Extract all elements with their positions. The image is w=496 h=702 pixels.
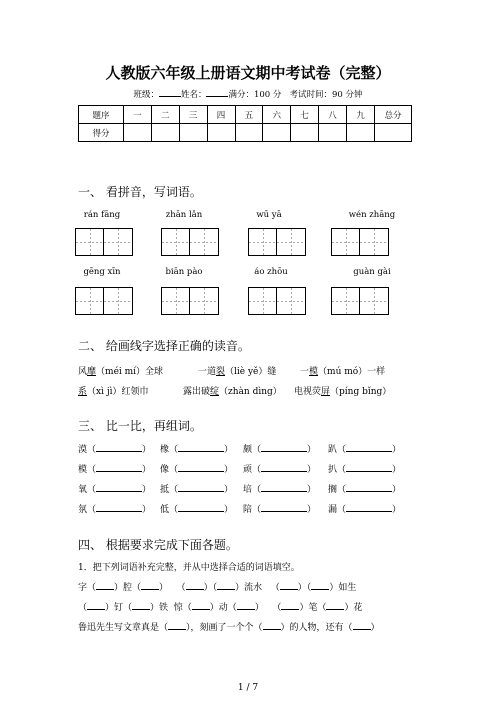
answer-blank[interactable] [141,580,159,590]
answer-blank[interactable] [311,580,329,590]
word-item: 颇（ ） [243,442,316,455]
writing-grid[interactable] [75,287,133,315]
word-item: 陪（ ） [243,502,316,515]
word-item: 漏（ ） [328,502,401,515]
score-cell[interactable] [319,124,347,142]
word-blank[interactable] [96,442,142,452]
score-header-cell: 四 [207,106,235,124]
score-header-cell: 九 [347,106,375,124]
pinyin-label: gēng xīn [83,267,121,277]
writing-grid[interactable] [248,228,306,256]
pinyin-label: biān pào [165,267,203,277]
score-header-cell: 总分 [375,106,412,124]
time-label: 考试时间：90 分钟 [289,90,363,100]
word-item: 氛（ ） [78,502,151,515]
word-char: 搁 [328,485,338,495]
word-char: 模 [78,465,88,475]
score-header-cell: 八 [319,106,347,124]
pinyin-label: rán fāng [83,210,121,220]
word-blank[interactable] [261,502,307,512]
section3-heading: 三、 比一比，再组词。 [78,419,202,433]
writing-grid[interactable] [331,287,389,315]
exam-info [0,88,496,100]
score-cell[interactable] [291,124,319,142]
writing-grid[interactable] [161,287,219,315]
word-item: 培（ ） [243,482,316,495]
answer-blank[interactable] [96,580,114,590]
answer-blank[interactable] [87,600,105,610]
word-blank[interactable] [178,502,224,512]
page-title: 人教版六年级上册语文期中考试卷（完整） [105,64,391,82]
word-item: 顽（ ） [243,462,316,475]
word-blank[interactable] [261,442,307,452]
word-char: 顽 [243,465,253,475]
answer-blank[interactable] [326,600,344,610]
idiom-line-2: （ ）钉（ ）铁 惊（ ）动（ ） （ ）笔（ ）花 [78,600,362,613]
underlined-char: 靡 [87,367,97,377]
word-item: 抵（ ） [160,482,233,495]
word-char: 橡 [160,445,170,455]
underlined-char: 裂 [216,367,226,377]
word-blank[interactable] [96,482,142,492]
word-char: 陪 [243,505,253,515]
idiom-line-1: 字（ ）腔（ ） （ ）（ ）流水 （ ）（ ）如生 [78,580,356,593]
section4-heading: 四、 根据要求完成下面各题。 [78,538,238,552]
score-cell[interactable] [375,124,412,142]
score-table [78,105,412,142]
class-blank[interactable] [159,88,181,97]
word-char: 漠 [78,445,88,455]
score-header-cell: 六 [263,106,291,124]
word-item: 扒（ ） [328,462,401,475]
score-header-cell: 一 [124,106,152,124]
class-label: 班级： [133,90,159,100]
word-item: 氧（ ） [78,482,151,495]
answer-blank[interactable] [237,600,255,610]
pinyin-label: zhān lǎn [165,210,203,220]
word-char: 像 [160,465,170,475]
question-1: 1．把下列词语补充完整，并从中选择合适的词语填空。 [78,563,300,573]
name-label: 姓名： [180,90,207,100]
underlined-char: 绽 [210,387,220,397]
word-item: 橡（ ） [160,442,233,455]
word-item: 搁（ ） [328,482,401,495]
score-label: 满分：100 分 [228,90,282,100]
word-blank[interactable] [178,442,224,452]
word-char: 低 [160,505,170,515]
word-blank[interactable] [261,482,307,492]
word-item: 像（ ） [160,462,233,475]
writing-grid[interactable] [248,287,306,315]
writing-grid[interactable] [75,228,133,256]
score-cell[interactable] [179,124,207,142]
word-blank[interactable] [178,482,224,492]
underlined-char: 屏 [321,387,331,397]
word-char: 抵 [160,485,170,495]
answer-blank[interactable] [168,620,186,630]
answer-blank[interactable] [186,580,204,590]
answer-blank[interactable] [353,620,371,630]
word-char: 氛 [78,505,88,515]
word-blank[interactable] [178,462,224,472]
section1-heading: 一、 看拼音，写词语。 [78,185,202,199]
pinyin-label: wén zhāng [348,210,396,220]
word-blank[interactable] [96,462,142,472]
page-number: 1 / 7 [237,683,259,693]
score-cell[interactable] [263,124,291,142]
word-char: 趴 [328,445,338,455]
word-blank[interactable] [96,502,142,512]
word-char: 培 [243,485,253,495]
score-header-cell: 七 [291,106,319,124]
answer-blank[interactable] [217,580,235,590]
pinyin-label: guàn gài [353,267,391,277]
pinyin-label: wū yā [256,210,282,220]
word-item: 漠（ ） [78,442,151,455]
word-char: 扒 [328,465,338,475]
answer-blank[interactable] [280,580,298,590]
score-header-row [79,106,412,124]
reading-item: 一模（mú mó）一样 [300,367,386,377]
underlined-char: 模 [309,367,319,377]
answer-blank[interactable] [192,600,210,610]
word-item: 模（ ） [78,462,151,475]
pinyin-label: áo zhōu [254,267,288,277]
word-blank[interactable] [261,462,307,472]
score-cell[interactable] [124,124,152,142]
score-header-cell: 五 [235,106,263,124]
name-blank[interactable] [206,88,228,97]
reading-item: 电视荧屏（píng bǐng） [294,387,392,397]
underlined-char: 系 [78,387,88,397]
word-blank[interactable] [346,482,392,492]
word-item: 趴（ ） [328,442,401,455]
score-header-cell: 三 [179,106,207,124]
writing-grid[interactable] [161,228,219,256]
word-blank[interactable] [346,462,392,472]
score-cell[interactable] [151,124,179,142]
score-cell[interactable] [207,124,235,142]
answer-blank[interactable] [263,620,281,630]
score-header-cell: 题序 [79,106,124,124]
fill-sentence: 鲁迅先生写文章真是（ ），刻画了一个个（ ）的人物，还有（ ） [78,620,380,633]
word-char: 氧 [78,485,88,495]
answer-blank[interactable] [281,600,299,610]
writing-grid[interactable] [331,228,389,256]
answer-blank[interactable] [132,600,150,610]
word-blank[interactable] [346,442,392,452]
score-value-row [79,124,412,142]
score-row-label: 得分 [79,124,124,142]
score-cell[interactable] [347,124,375,142]
reading-item: 一道裂（liè yě）缝 [198,367,277,377]
section2-heading: 二、 给画线字选择正确的读音。 [78,339,250,353]
word-char: 漏 [328,505,338,515]
word-item: 低（ ） [160,502,233,515]
score-cell[interactable] [235,124,263,142]
word-char: 颇 [243,445,253,455]
word-blank[interactable] [346,502,392,512]
reading-item: 系（xì jì）红领巾 [78,387,149,397]
score-header-cell: 二 [151,106,179,124]
reading-item: 露出破绽（zhàn dìng） [183,387,282,397]
reading-item: 风靡（méi mí）全球 [78,367,164,377]
